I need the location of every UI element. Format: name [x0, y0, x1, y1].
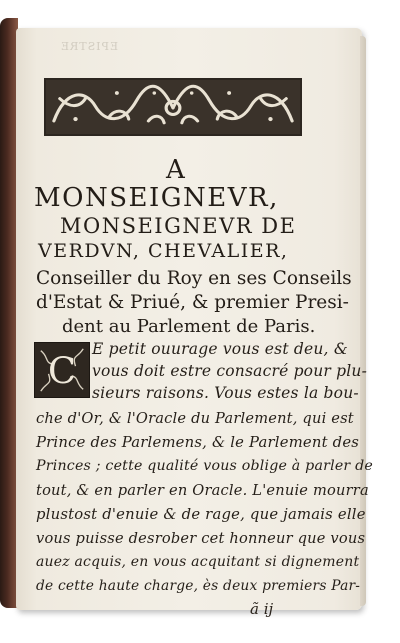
dedication-verdun: VERDVN, CHEVALIER,: [38, 240, 289, 262]
body-line-7: tout, & en parler en Oracle. L'enuie mourra: [36, 482, 369, 499]
body-line-2: vous doit estre consacré pour plu-: [92, 362, 368, 380]
body-line-1: E petit ouurage vous est deu, &: [92, 340, 348, 358]
dedication-estat: d'Estat & Priué, & premier Presi-: [36, 292, 349, 313]
signature-mark: ã ij: [250, 600, 274, 618]
body-line-4: che d'Or, & l'Oracle du Parlement, qui est: [36, 410, 354, 427]
body-line-3: sieurs raisons. Vous estes la bou-: [92, 384, 359, 402]
body-line-6: Princes ; cette qualité vous oblige à parler de: [36, 458, 374, 474]
body-line-5: Prince des Parlemens, & le Parlement des: [36, 434, 360, 451]
dedication-conseiller: Conseiller du Roy en ses Conseils: [36, 268, 352, 289]
body-line-8: plustost d'enuie & de rage, que jamais elle: [36, 506, 366, 523]
show-through-text: EPISTRE: [60, 40, 118, 53]
body-line-9: vous puisse desrober cet honneur que vous: [36, 530, 366, 547]
body-line-11: de cette haute charge, ès deux premiers Par-: [36, 578, 361, 594]
dedication-a: A: [166, 155, 187, 185]
dedication-monseigneur: MONSEIGNEVR,: [34, 183, 279, 213]
decorated-initial: [34, 342, 90, 398]
dedication-monseigneur-de: MONSEIGNEVR DE: [60, 214, 297, 238]
svg-text:C: C: [47, 349, 77, 393]
body-line-10: auez acquis, en vous acquitant si dignement: [36, 554, 360, 570]
dedication-parlement: dent au Parlement de Paris.: [62, 316, 316, 337]
ornamental-headpiece: [44, 78, 302, 136]
